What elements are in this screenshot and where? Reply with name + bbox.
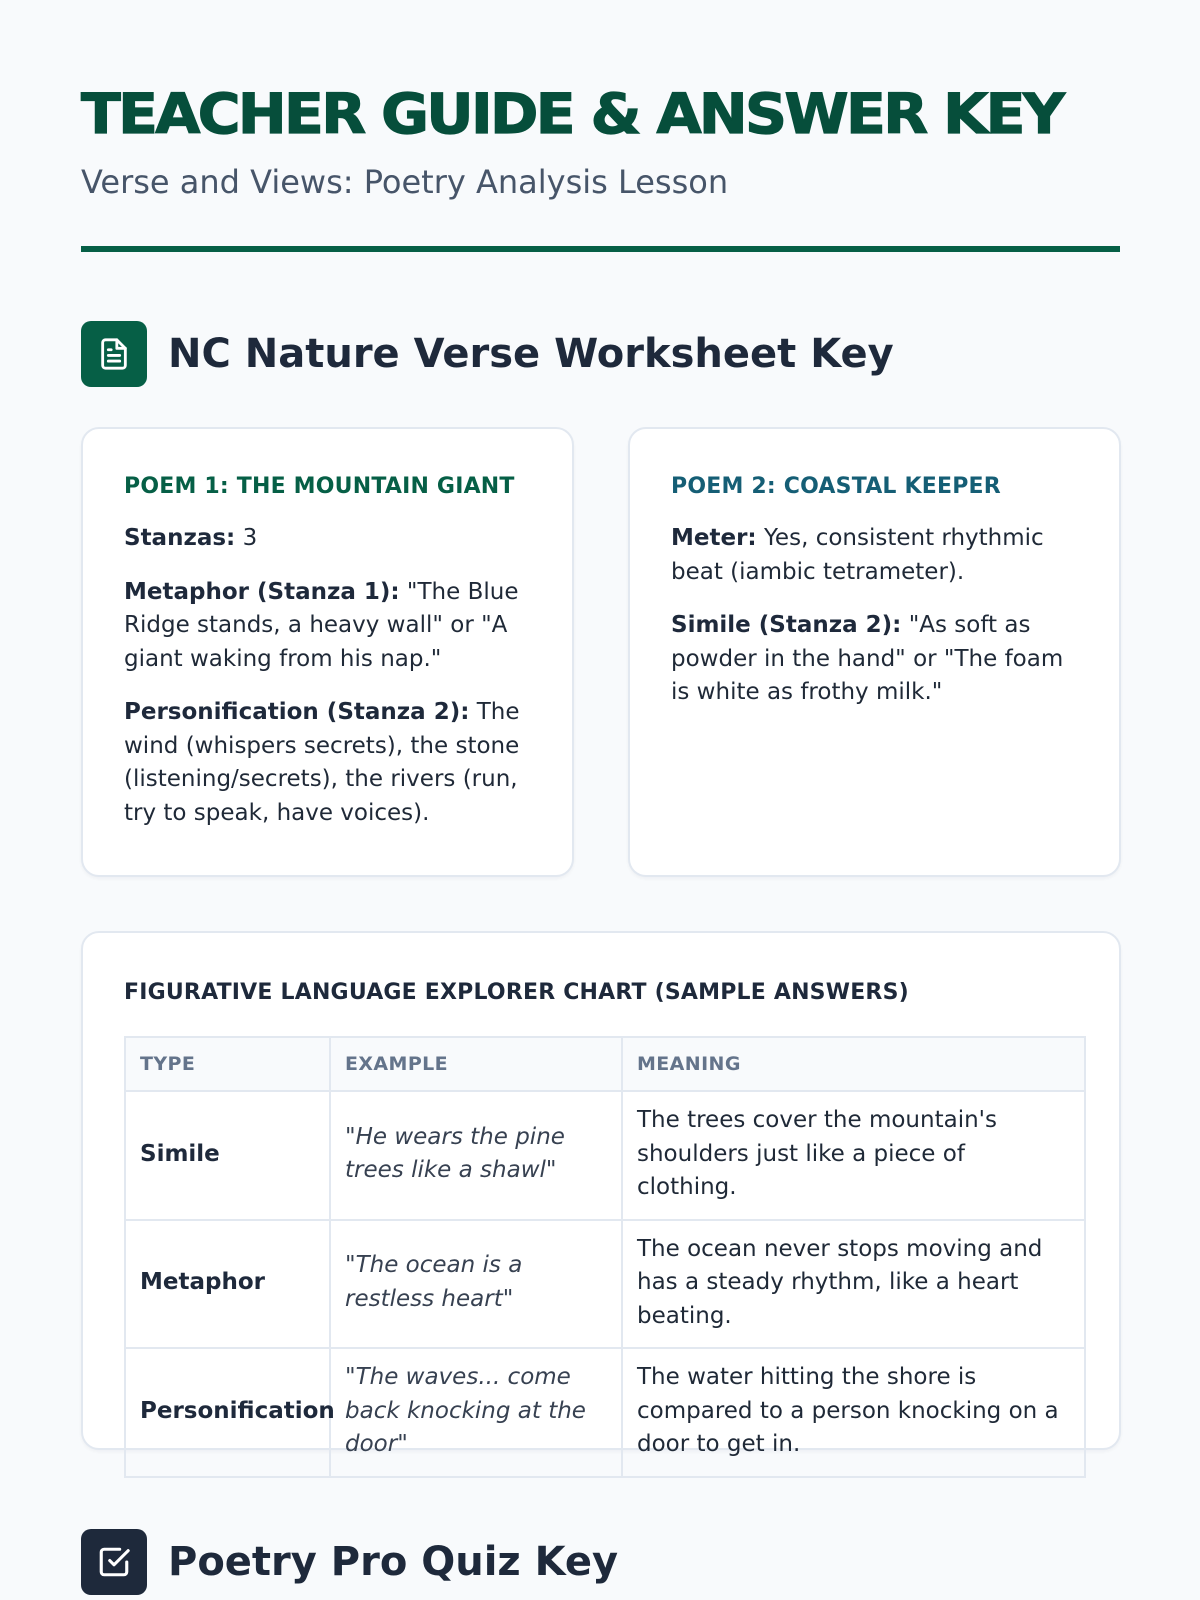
figurative-table [124,1036,1086,1478]
example-cell: "The ocean is a restless heart" [330,1220,622,1349]
poem2-meter [671,522,1079,589]
table-row [125,1220,1085,1349]
type-cell: Simile [125,1091,330,1220]
document-icon [81,321,147,387]
type-cell: Metaphor [125,1220,330,1349]
example-cell: "He wears the pine trees like a shawl" [330,1091,622,1220]
type-cell: Personification [125,1348,330,1477]
checkbox-icon [81,1529,147,1595]
meaning-cell: The ocean never stops moving and has a steady rhythm, like a heart beating. [622,1220,1085,1349]
personification-value: The wind (whispers secrets), the stone (listening/secrets), the rivers (run, try to speak, have voices). [124,699,520,826]
meaning-cell: The water hitting the shore is compared to a person knocking on a door to get in. [622,1348,1085,1477]
stanzas-value: 3 [242,525,258,551]
chart-title: FIGURATIVE LANGUAGE EXPLORER CHART (SAMPLE ANSWERS) [124,980,909,1005]
meaning-cell: The trees cover the mountain's shoulders just like a piece of clothing. [622,1091,1085,1220]
worksheet-section-title: NC Nature Verse Worksheet Key [168,331,894,377]
meter-value: Yes, consistent rhythmic beat (iambic tetrameter). [671,525,1044,585]
col-header-example: EXAMPLE [330,1037,622,1091]
page-subtitle: Verse and Views: Poetry Analysis Lesson [81,163,729,201]
simile-value: "As soft as powder in the hand" or "The foam is white as frothy milk." [671,612,1064,705]
header-divider [81,246,1120,252]
poem1-stanzas [124,522,532,556]
table-header-row [125,1037,1085,1091]
poem2-simile [671,609,1079,710]
quiz-section-title: Poetry Pro Quiz Key [168,1539,619,1585]
metaphor-value: "The Blue Ridge stands, a heavy wall" or "A giant waking from his nap." [124,578,519,672]
personification-label: Personification (Stanza 2): [124,699,470,725]
worksheet-section-header [81,321,894,387]
table-row [125,1348,1085,1477]
col-header-meaning: MEANING [622,1037,1085,1091]
poem2-heading: POEM 2: COASTAL KEEPER [671,474,1001,499]
poem1-card [81,427,574,877]
simile-label: Simile (Stanza 2): [671,612,902,638]
col-header-type: TYPE [125,1037,330,1091]
poem2-card [628,427,1121,877]
poem1-personification [124,696,532,830]
poem1-heading: POEM 1: THE MOUNTAIN GIANT [124,474,515,499]
example-cell: "The waves... come back knocking at the door" [330,1348,622,1477]
meter-label: Meter: [671,525,757,551]
page-title: TEACHER GUIDE & ANSWER KEY [81,82,1063,146]
poem1-metaphor [124,576,532,677]
quiz-section-header [81,1529,618,1595]
table-row [125,1091,1085,1220]
metaphor-label: Metaphor (Stanza 1): [124,578,400,605]
figurative-chart-card [81,931,1121,1457]
stanzas-label: Stanzas: [124,525,236,551]
